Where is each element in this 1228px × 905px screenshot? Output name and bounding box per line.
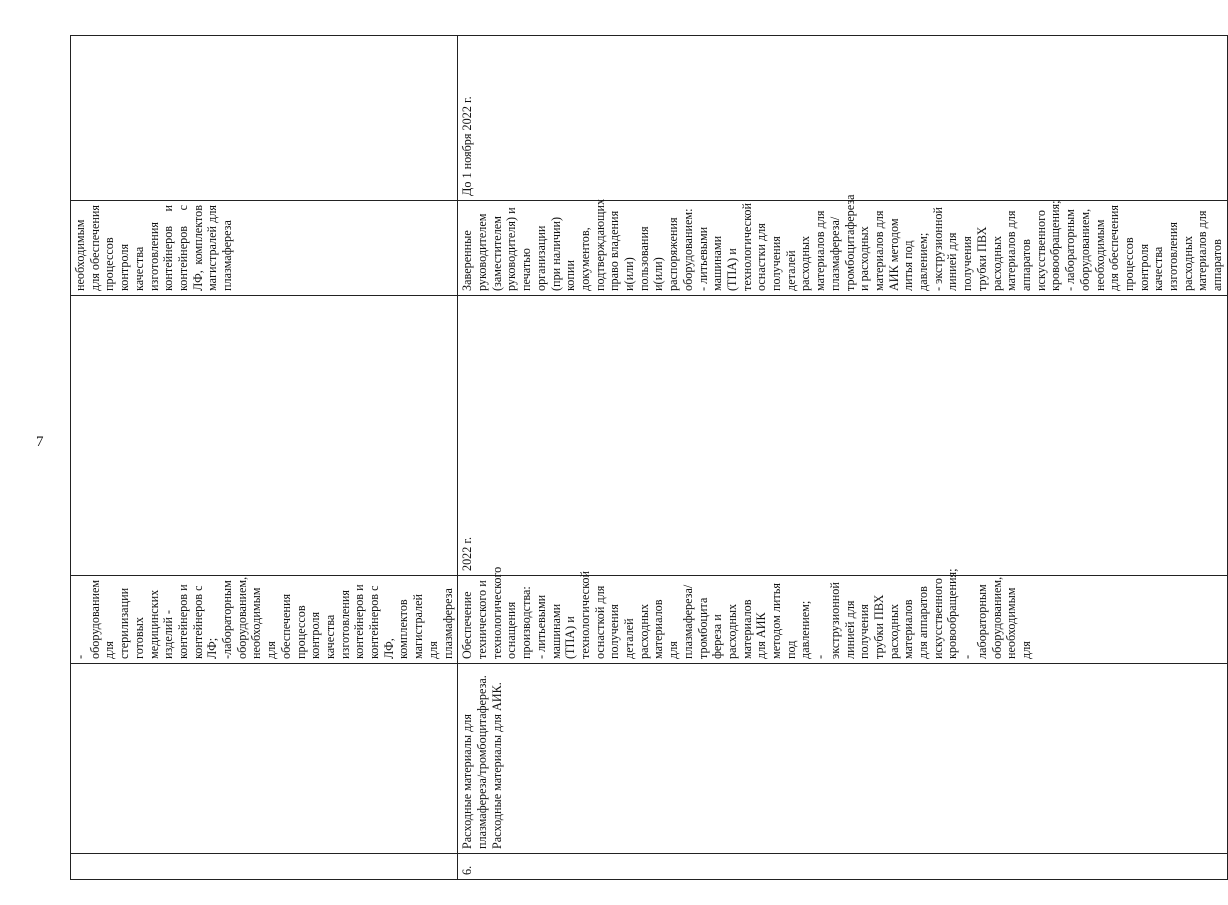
page-number: 7 [36, 434, 44, 450]
rotated-table-wrapper [70, 35, 1225, 880]
task-cell: - оборудованием для стерилизации готовых медицинских изделий - контейнеров и контейнеров с ЛФ; -лабораторным оборудованием, необходимым для обеспечения процессов контроля качества изготовления контейнеров и контейнеров с ЛФ, комплектов магистралей для плазмафереза [71, 576, 458, 664]
date-cell: 2022 г. [458, 296, 1228, 576]
product-name-cell [71, 664, 458, 854]
requirements-table [70, 35, 1228, 880]
row-number-cell [71, 854, 458, 880]
deadline-cell [71, 36, 458, 201]
table-row [71, 36, 458, 880]
date-cell [71, 296, 458, 576]
documents-cell: Заверенные руководителем (заместителем руководителя) и печатью организации (при наличии) копии документов, подтверждающих право владения и(или) пользования и(или) распоряжения оборудованием: - литьевыми машинами (ТПА) и технологической оснастки для получения деталей расходных материалов для плазмафереза/тромбоцитафереза и расходных материалов для АИК методом литья под давлением; - экструзионной линией для получения трубки ПВХ расходных материалов для аппаратов искусственного кровообращения; - лабораторным оборудованием, необходимым для обеспечения процессов контроля качества изготовления расходных материалов для аппаратов [458, 201, 1228, 296]
row-number-cell: 6. [458, 854, 1228, 880]
deadline-cell: До 1 ноября 2022 г. [458, 36, 1228, 201]
product-name-cell: Расходные материалы для плазмафереза/тромбоцитафереза. Расходные материалы для АИК. [458, 664, 1228, 854]
task-cell: Обеспечение технического и технологического оснащения производства: - литьевыми машинами (ТПА) и технологической оснасткой для получения деталей расходных материалов для плазмафереза/тромбоцита фереза и расходных материалов для АИК методом литья под давлением; - экструзионной линией для получения трубки ПВХ расходных материалов для аппаратов искусственного кровообращения; - лабораторным оборудованием, необходимым для [458, 576, 1228, 664]
table-row [458, 36, 1228, 880]
documents-cell: необходимым для обеспечения процессов контроля качества изготовления контейнеров и контейнеров с ЛФ, комплектов магистралей для плазмафереза [71, 201, 458, 296]
